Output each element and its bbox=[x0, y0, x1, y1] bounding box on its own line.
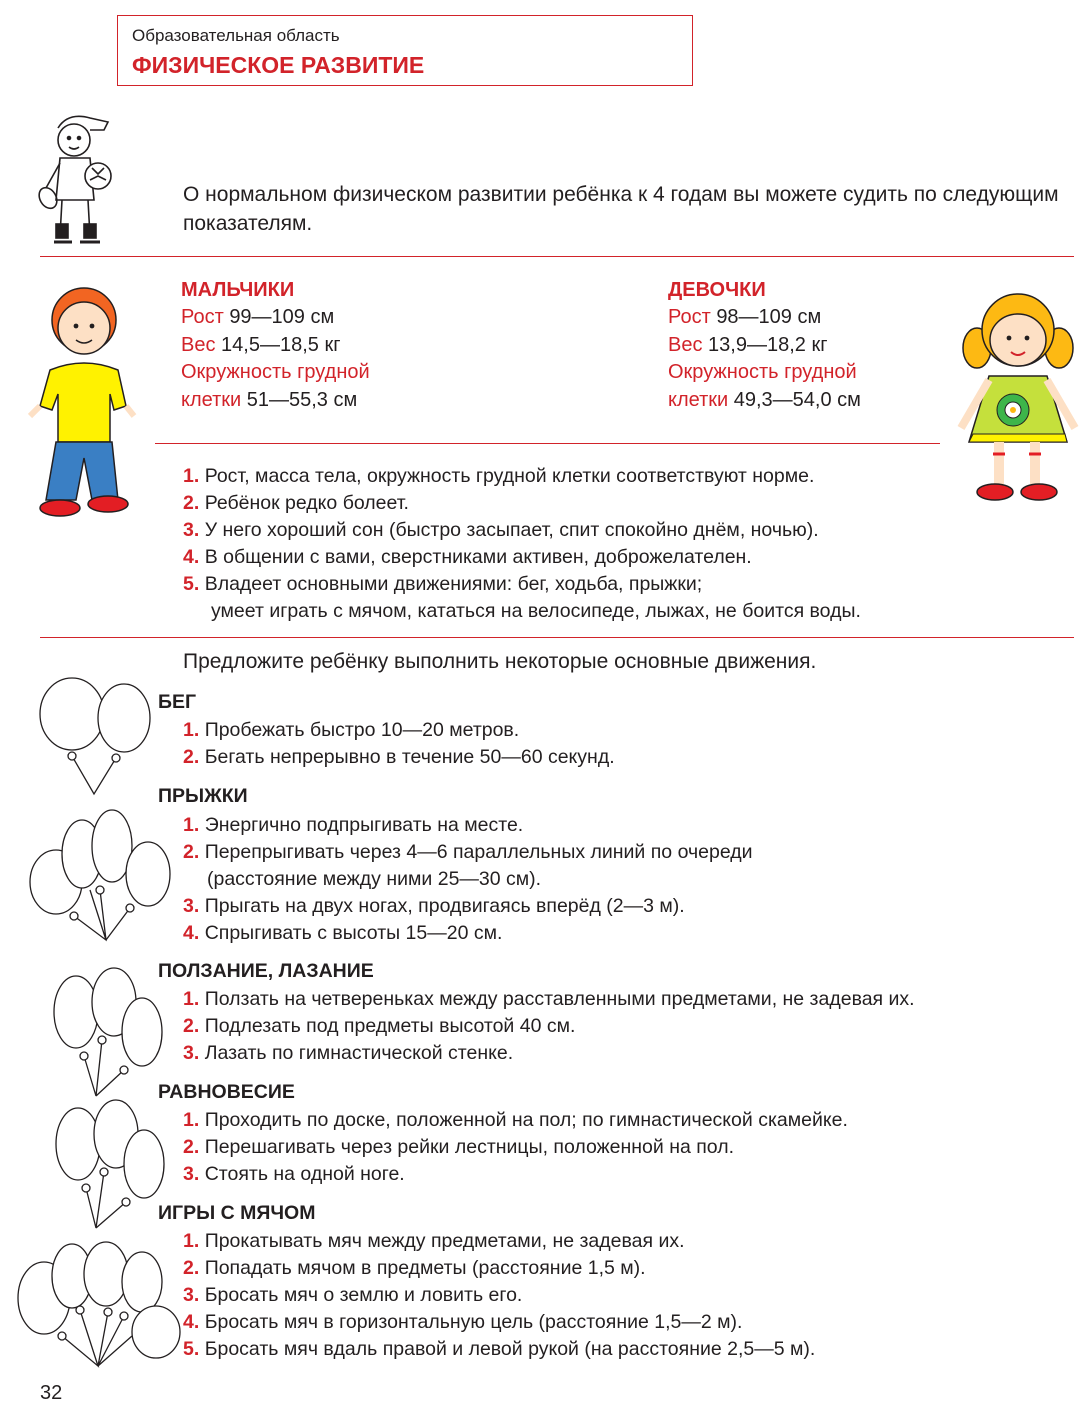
item-text: Лазать по гимнастической стенке. bbox=[204, 1042, 514, 1064]
item-number: 4. bbox=[183, 922, 200, 944]
item-number: 3. bbox=[183, 1163, 200, 1185]
list-item bbox=[183, 1228, 1063, 1255]
balloons-icon-4 bbox=[26, 808, 176, 942]
list-item bbox=[183, 571, 1063, 598]
girls-weight bbox=[668, 332, 988, 360]
item-number: 2. bbox=[183, 746, 200, 768]
item-number: 2. bbox=[183, 492, 200, 514]
item-number: 3. bbox=[183, 519, 200, 541]
boy-with-racket-illustration bbox=[38, 108, 118, 250]
item-text: Бросать мяч о землю и ловить его. bbox=[204, 1284, 523, 1306]
list-item bbox=[183, 839, 1063, 866]
list-item bbox=[183, 893, 1063, 920]
item-number: 3. bbox=[183, 1284, 200, 1306]
boys-chest-label-1: Окружность грудной bbox=[181, 361, 370, 383]
item-number: 2. bbox=[183, 1136, 200, 1158]
boys-weight-label: Вес bbox=[181, 333, 216, 356]
girls-height bbox=[668, 304, 988, 332]
girls-height-label: Рост bbox=[668, 306, 711, 328]
list-item bbox=[183, 920, 1063, 947]
item-text: У него хороший сон (быстро засыпает, спит спокойно днём, ночью). bbox=[204, 519, 819, 541]
girls-title: ДЕВОЧКИ bbox=[668, 279, 766, 301]
list-item bbox=[183, 1282, 1063, 1309]
girls-weight-value: 13,9—18,2 кг bbox=[708, 333, 828, 356]
girls-chest-label-1: Окружность грудной bbox=[668, 361, 857, 383]
girls-weight-label: Вес bbox=[668, 333, 703, 356]
girls-chest-value: 49,3—54,0 см bbox=[733, 388, 861, 411]
list-item bbox=[183, 490, 1063, 517]
boys-weight bbox=[181, 332, 501, 360]
item-text: Пробежать быстро 10—20 метров. bbox=[204, 719, 520, 741]
section-title-balance: РАВНОВЕСИЕ bbox=[158, 1081, 295, 1103]
item-number: 4. bbox=[183, 1311, 200, 1333]
item-number: 1. bbox=[183, 1109, 200, 1131]
list-item bbox=[183, 986, 1073, 1013]
boys-chest bbox=[181, 387, 501, 415]
list-item bbox=[183, 1161, 1063, 1188]
item-text: Попадать мячом в предметы (расстояние 1,5 м). bbox=[204, 1257, 646, 1279]
boys-title: МАЛЬЧИКИ bbox=[181, 279, 295, 301]
divider-norms bbox=[155, 443, 940, 444]
item-number: 1. bbox=[183, 465, 200, 487]
crawl-list bbox=[183, 986, 1073, 1067]
section-title-ball: ИГРЫ С МЯЧОМ bbox=[158, 1202, 316, 1224]
item-text: Ползать на четвереньках между расставленными предметами, не задевая их. bbox=[204, 988, 915, 1010]
item-number: 5. bbox=[183, 573, 200, 595]
balloons-icon-5 bbox=[14, 1240, 184, 1368]
list-item bbox=[183, 744, 1063, 771]
list-item bbox=[183, 812, 1063, 839]
item-text: Прокатывать мяч между предметами, не задевая их. bbox=[204, 1230, 685, 1252]
item-number: 3. bbox=[183, 895, 200, 917]
item-text: Владеет основными движениями: бег, ходьба, прыжки; bbox=[204, 573, 703, 595]
item-text: Прыгать на двух ногах, продвигаясь вперёд (2—3 м). bbox=[204, 895, 685, 917]
item-text: Перешагивать через рейки лестницы, положенной на пол. bbox=[204, 1136, 735, 1158]
girls-chest bbox=[668, 387, 988, 415]
list-item bbox=[183, 717, 1063, 744]
item-number: 1. bbox=[183, 988, 200, 1010]
list-item bbox=[183, 1336, 1063, 1363]
girls-height-value: 98—109 см bbox=[716, 306, 822, 328]
boys-height bbox=[181, 304, 501, 332]
list-item bbox=[183, 517, 1063, 544]
balance-list bbox=[183, 1107, 1063, 1188]
item-text: Перепрыгивать через 4—6 параллельных линий по очереди bbox=[204, 841, 753, 863]
ball-list bbox=[183, 1228, 1063, 1363]
run-list bbox=[183, 717, 1063, 771]
item-number: 2. bbox=[183, 841, 200, 863]
list-item bbox=[183, 1309, 1063, 1336]
prompt-text: Предложите ребёнку выполнить некоторые основные движения. bbox=[183, 650, 817, 673]
girls-block bbox=[668, 276, 988, 414]
header-subtitle: Образовательная область bbox=[132, 26, 340, 45]
item-text: В общении с вами, сверстниками активен, доброжелателен. bbox=[204, 546, 752, 568]
page-number: 32 bbox=[40, 1382, 63, 1404]
boys-height-value: 99—109 см bbox=[229, 306, 335, 328]
list-item bbox=[183, 1040, 1073, 1067]
boy-illustration bbox=[22, 282, 140, 520]
item-text: Подлезать под предметы высотой 40 см. bbox=[204, 1015, 576, 1037]
boys-chest-value: 51—55,3 см bbox=[246, 388, 358, 411]
list-item bbox=[183, 1134, 1063, 1161]
item-number: 3. bbox=[183, 1042, 200, 1064]
item-number: 5. bbox=[183, 1338, 200, 1360]
boys-height-label: Рост bbox=[181, 306, 224, 328]
item-text: Энергично подпрыгивать на месте. bbox=[204, 814, 524, 836]
header-box bbox=[117, 15, 693, 86]
item-text: Бросать мяч в горизонтальную цель (расстояние 1,5—2 м). bbox=[204, 1311, 743, 1333]
boys-weight-value: 14,5—18,5 кг bbox=[221, 333, 341, 356]
item-text: Рост, масса тела, окружность грудной клетки соответствуют норме. bbox=[204, 465, 815, 487]
item-text: Бросать мяч вдаль правой и левой рукой (на расстояние 2,5—5 м). bbox=[204, 1338, 816, 1360]
item-number: 2. bbox=[183, 1015, 200, 1037]
item-text: Бегать непрерывно в течение 50—60 секунд. bbox=[204, 746, 615, 768]
item-number: 2. bbox=[183, 1257, 200, 1279]
balloons-icon-2 bbox=[36, 676, 154, 798]
item-text: Стоять на одной ноге. bbox=[204, 1163, 405, 1185]
list-item bbox=[183, 544, 1063, 571]
header-title: ФИЗИЧЕСКОЕ РАЗВИТИЕ bbox=[132, 52, 425, 78]
list-item bbox=[183, 463, 1063, 490]
section-title-run: БЕГ bbox=[158, 691, 197, 713]
item-text: Ребёнок редко болеет. bbox=[204, 492, 409, 514]
divider-top bbox=[40, 256, 1074, 257]
list-item bbox=[183, 1013, 1073, 1040]
divider-middle bbox=[40, 637, 1074, 638]
balloons-icon-3 bbox=[50, 966, 166, 1098]
item-text: Проходить по доске, положенной на пол; по гимнастической скамейке. bbox=[204, 1109, 848, 1131]
item-number: 4. bbox=[183, 546, 200, 568]
item-text: Спрыгивать с высоты 15—20 см. bbox=[204, 922, 503, 944]
boys-chest-label-2: клетки bbox=[181, 388, 242, 411]
item-number: 1. bbox=[183, 719, 200, 741]
section-title-jump: ПРЫЖКИ bbox=[158, 785, 248, 807]
jump-list bbox=[183, 812, 1063, 947]
section-title-crawl: ПОЛЗАНИЕ, ЛАЗАНИЕ bbox=[158, 960, 374, 982]
item-number: 1. bbox=[183, 814, 200, 836]
boys-block bbox=[181, 276, 501, 414]
list-item-continuation: (расстояние между ними 25—30 см). bbox=[207, 868, 542, 890]
list-item bbox=[183, 1107, 1063, 1134]
balloons-icon-3b bbox=[52, 1098, 168, 1230]
girls-chest-label-2: клетки bbox=[668, 388, 729, 411]
intro-text: О нормальном физическом развитии ребёнка к 4 годам вы можете судить по следующим показателям. bbox=[183, 183, 1059, 235]
indicators-list bbox=[183, 463, 1063, 625]
list-item bbox=[183, 1255, 1063, 1282]
item-number: 1. bbox=[183, 1230, 200, 1252]
list-item-continuation: умеет играть с мячом, кататься на велосипеде, лыжах, не боится воды. bbox=[211, 600, 861, 622]
